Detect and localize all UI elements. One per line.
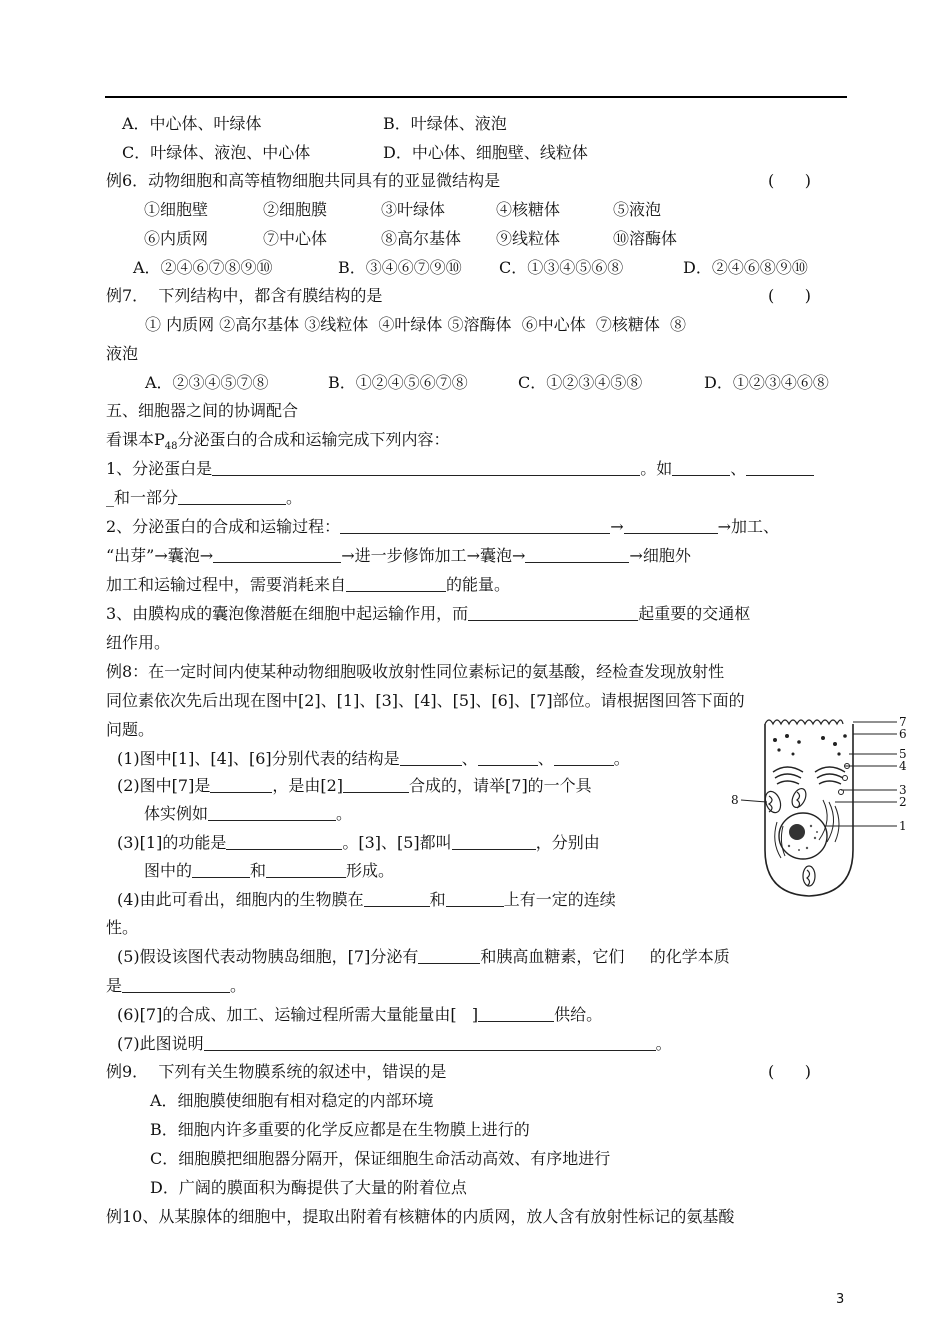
ex6-option-a: A．②④⑥⑦⑧⑨⑩ (133, 258, 273, 277)
answer-blank[interactable] (418, 947, 480, 964)
ex7-option-b: B．①②④⑤⑥⑦⑧ (328, 373, 468, 392)
ex7-option-d: D．①②③④⑥⑧ (704, 373, 829, 392)
figure-label-8: 8 (731, 793, 739, 807)
header-rule (105, 96, 847, 98)
ex9-option-d: D．广阔的膜面积为酶提供了大量的附着位点 (150, 1178, 467, 1197)
ex8-sub6: (6)[7]的合成、加工、运输过程所需大量能量由[ ] 供给。 (117, 1005, 603, 1024)
ex7-items: ① 内质网 ②高尔基体 ③线粒体 ④叶绿体 ⑤溶酶体 ⑥中心体 ⑦核糖体 ⑧ (145, 315, 687, 334)
secretory-cell-diagram (727, 710, 909, 900)
ex9-stem: 例9． 下列有关生物膜系统的叙述中，错误的是 (106, 1062, 447, 1081)
answer-blank[interactable] (446, 890, 504, 907)
ex8-sub2: (2)图中[7]是 ，是由[2] 合成的，请举[7]的一个具 (117, 776, 592, 795)
ex10-stem: 例10、从某腺体的细胞中，提取出附着有核糖体的内质网，放人含有放射性标记的氨基酸 (106, 1207, 735, 1226)
figure-label-2: 2 (899, 795, 907, 809)
ex6-item: ②细胞膜 (263, 200, 328, 219)
q3-line1: 3、由膜构成的囊泡像潜艇在细胞中起运输作用，而 起重要的交通枢 (106, 604, 751, 623)
ex8-sub5-cont: 是 。 (106, 976, 247, 995)
ex6-item: ⑨线粒体 (496, 229, 561, 248)
figure-label-5: 5 (899, 747, 907, 761)
section-intro: 看课本$P_{48}$分泌蛋白的合成和运输完成下列内容： (106, 430, 450, 453)
ex6-item: ⑩溶酶体 (613, 229, 678, 248)
ex8-stem-2: 同位素依次先后出现在图中[2]、[1]、[3]、[4]、[5]、[6]、[7]部位。请根据图回答下面的 (106, 691, 745, 710)
answer-blank[interactable] (178, 488, 286, 505)
ex6-item: ①细胞壁 (144, 200, 209, 219)
figure-label-1: 1 (899, 819, 907, 833)
q5-option-d: D．中心体、细胞壁、线粒体 (383, 143, 588, 162)
answer-blank[interactable] (192, 861, 250, 878)
ex8-sub3: (3)[1]的功能是 。[3]、[5]都叫 ，分别由 (117, 833, 600, 852)
ex7-answer-paren: ( ) (768, 286, 811, 305)
ex6-item: ⑤液泡 (613, 200, 662, 219)
ex9-option-b: B．细胞内许多重要的化学反应都是在生物膜上进行的 (150, 1120, 530, 1139)
answer-blank[interactable] (525, 546, 629, 563)
q2-line3: 加工和运输过程中，需要消耗来自 的能量。 (106, 575, 511, 594)
ex6-item: ⑧高尔基体 (381, 229, 462, 248)
q5-option-a: A．中心体、叶绿体 (122, 114, 262, 133)
answer-blank[interactable] (400, 749, 462, 766)
ex9-option-c: C．细胞膜把细胞器分隔开，保证细胞生命活动高效、有序地进行 (150, 1149, 611, 1168)
ex7-option-c: C．①②③④⑤⑧ (518, 373, 643, 392)
answer-blank[interactable] (672, 459, 730, 476)
answer-blank[interactable] (452, 833, 536, 850)
answer-blank[interactable] (212, 459, 640, 476)
ex8-sub2-cont: 体实例如 。 (144, 804, 353, 823)
answer-blank[interactable] (226, 833, 342, 850)
q2-line2: “出芽”→囊泡→ →进一步修饰加工→囊泡→ →细胞外 (106, 546, 691, 565)
answer-blank[interactable] (478, 1005, 554, 1022)
ex8-sub4: (4)由此可看出，细胞内的生物膜在 和 上有一定的连续 (117, 890, 616, 909)
ex6-option-c: C．①③④⑤⑥⑧ (499, 258, 624, 277)
ex6-option-b: B．③④⑥⑦⑨⑩ (338, 258, 462, 277)
q3-line2: 纽作用。 (106, 633, 171, 652)
answer-blank[interactable] (468, 604, 638, 621)
answer-blank[interactable] (478, 749, 538, 766)
answer-blank[interactable] (746, 459, 814, 476)
ex8-stem-3: 问题。 (106, 720, 155, 739)
ex8-sub1: (1)图中[1]、[4]、[6]分别代表的结构是 、 、 。 (117, 749, 630, 768)
figure-label-4: 4 (899, 759, 907, 773)
ex8-stem-1: 例8：在一定时间内使某种动物细胞吸收放射性同位素标记的氨基酸，经检查发现放射性 (106, 662, 725, 681)
ex8-sub5: (5)假设该图代表动物胰岛细胞，[7]分泌有 和胰高血糖素，它们 的化学本质 (117, 947, 730, 966)
answer-blank[interactable] (364, 890, 430, 907)
answer-blank[interactable] (208, 804, 336, 821)
ex6-answer-paren: ( ) (768, 171, 811, 190)
q1-line2: _和一部分 。 (106, 488, 303, 507)
section-title: 五、细胞器之间的协调配合 (106, 401, 299, 420)
page-number: 3 (836, 1292, 845, 1307)
ex7-items-cont: 液泡 (106, 344, 139, 363)
figure-label-7: 7 (899, 715, 907, 729)
q5-option-c: C．叶绿体、液泡、中心体 (122, 143, 311, 162)
q5-option-b: B．叶绿体、液泡 (383, 114, 507, 133)
ex8-sub7: (7)此图说明 。 (117, 1034, 672, 1053)
ex6-option-d: D．②④⑥⑧⑨⑩ (683, 258, 808, 277)
ex8-sub3-cont: 图中的 和 形成。 (144, 861, 395, 880)
answer-blank[interactable] (346, 575, 446, 592)
answer-blank[interactable] (343, 776, 409, 793)
ex6-item: ③叶绿体 (381, 200, 446, 219)
answer-blank[interactable] (213, 546, 341, 563)
ex8-sub4-cont: 性。 (106, 918, 139, 937)
figure-label-3: 3 (899, 783, 907, 797)
q1-line1: 1、分泌蛋白是 。如 、 (106, 459, 814, 479)
ex6-stem: 例6．动物细胞和高等植物细胞共同具有的亚显微结构是 (106, 171, 501, 190)
ex7-option-a: A．②③④⑤⑦⑧ (145, 373, 269, 392)
ex9-option-a: A．细胞膜使细胞有相对稳定的内部环境 (150, 1091, 434, 1110)
answer-blank[interactable] (554, 749, 614, 766)
figure-label-6: 6 (899, 727, 907, 741)
answer-blank[interactable] (266, 861, 346, 878)
answer-blank[interactable] (122, 976, 230, 993)
ex6-item: ⑦中心体 (263, 229, 328, 248)
ex7-stem: 例7． 下列结构中，都含有膜结构的是 (106, 286, 383, 305)
answer-blank[interactable] (340, 517, 610, 534)
ex9-answer-paren: ( ) (768, 1062, 811, 1081)
answer-blank[interactable] (624, 517, 718, 534)
ex6-item: ⑥内质网 (144, 229, 209, 248)
answer-blank[interactable] (204, 1034, 656, 1051)
answer-blank[interactable] (210, 776, 272, 793)
q2-line1: 2、分泌蛋白的合成和运输过程： → →加工、 (106, 517, 780, 536)
ex6-item: ④核糖体 (496, 200, 561, 219)
